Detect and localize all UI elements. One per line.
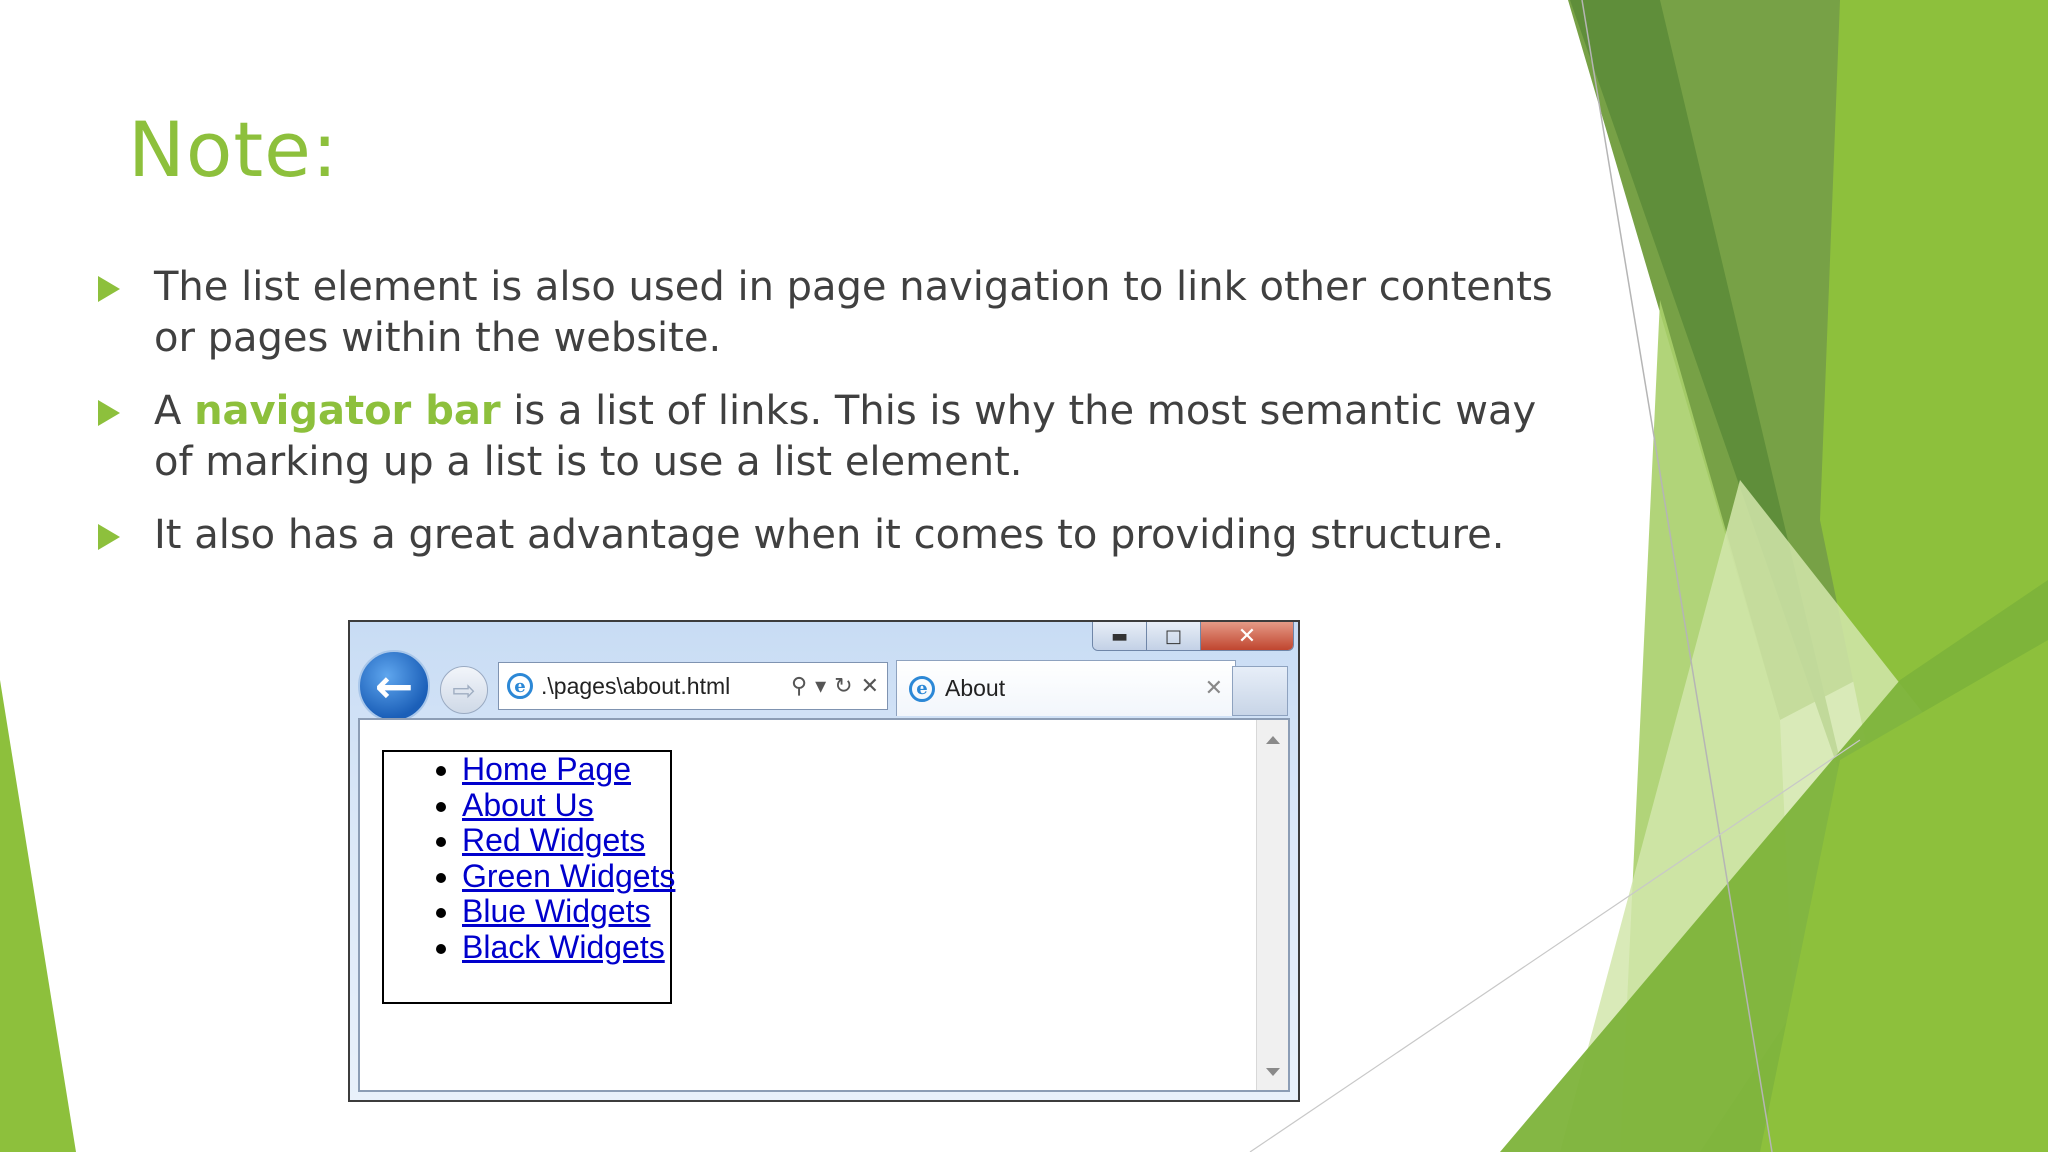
browser-tab[interactable] [896,660,1236,716]
ie-tab-icon: e [909,676,935,702]
maximize-icon[interactable]: □ [1147,622,1201,650]
nav-link-blue[interactable]: Blue Widgets [462,893,651,929]
bullet-text: It also has a great advantage when it comes to providing structure. [154,512,1505,558]
bullet-text-before: A [154,388,195,434]
nav-item [462,930,670,966]
nav-link-green[interactable]: Green Widgets [462,857,676,894]
browser-window-screenshot [348,620,1300,1102]
search-icon[interactable]: ⚲ [790,673,808,699]
bullet-list [96,262,1576,583]
ie-page-icon: e [507,673,533,699]
tab-title: About [945,675,1006,701]
nav-link-home[interactable]: Home Page [462,751,631,787]
address-text[interactable]: .\pages\about.html [541,672,731,699]
back-arrow-icon[interactable]: ← [358,650,430,722]
bullet-item [96,262,1576,364]
nav-list [384,751,676,965]
slide-title: Note: [128,105,339,194]
vertical-scrollbar[interactable] [1256,720,1288,1090]
page-content [358,718,1290,1092]
address-bar[interactable] [498,662,888,710]
bullet-text-after: is a list of links. This is why the most semantic way of marking up a list is to use a list element. [154,388,1537,485]
nav-item [462,823,670,859]
forward-arrow-icon[interactable]: ⇨ [440,666,488,714]
triangle-bullet-icon [98,400,120,426]
nav-item [462,894,670,930]
window-close-icon[interactable]: ✕ [1201,622,1293,650]
tab-close-icon[interactable]: ✕ [1204,676,1223,701]
nav-item [462,857,676,895]
new-tab-button[interactable] [1232,666,1288,716]
minimize-icon[interactable]: ▬ [1093,622,1147,650]
nav-link-about[interactable]: About Us [462,786,594,823]
bullet-item [96,510,1576,561]
nav-item [462,752,670,788]
scroll-up-arrow-icon[interactable] [1266,736,1280,744]
highlighted-term: navigator bar [194,388,501,434]
window-controls [1092,622,1294,651]
triangle-bullet-icon [98,524,120,550]
nav-link-black[interactable]: Black Widgets [462,928,665,965]
scroll-down-arrow-icon[interactable] [1266,1068,1280,1076]
nav-item [462,788,670,824]
bullet-item [96,386,1576,488]
nav-box [382,750,676,1004]
green-shape-left [0,680,76,1152]
dropdown-icon[interactable]: ▾ [815,673,827,699]
nav-link-red[interactable]: Red Widgets [462,822,646,858]
refresh-icon[interactable]: ↻ [834,673,853,699]
stop-icon[interactable]: ✕ [860,673,879,699]
triangle-bullet-icon [98,276,120,302]
bullet-text: The list element is also used in page navigation to link other contents or pages within the website. [154,264,1553,361]
